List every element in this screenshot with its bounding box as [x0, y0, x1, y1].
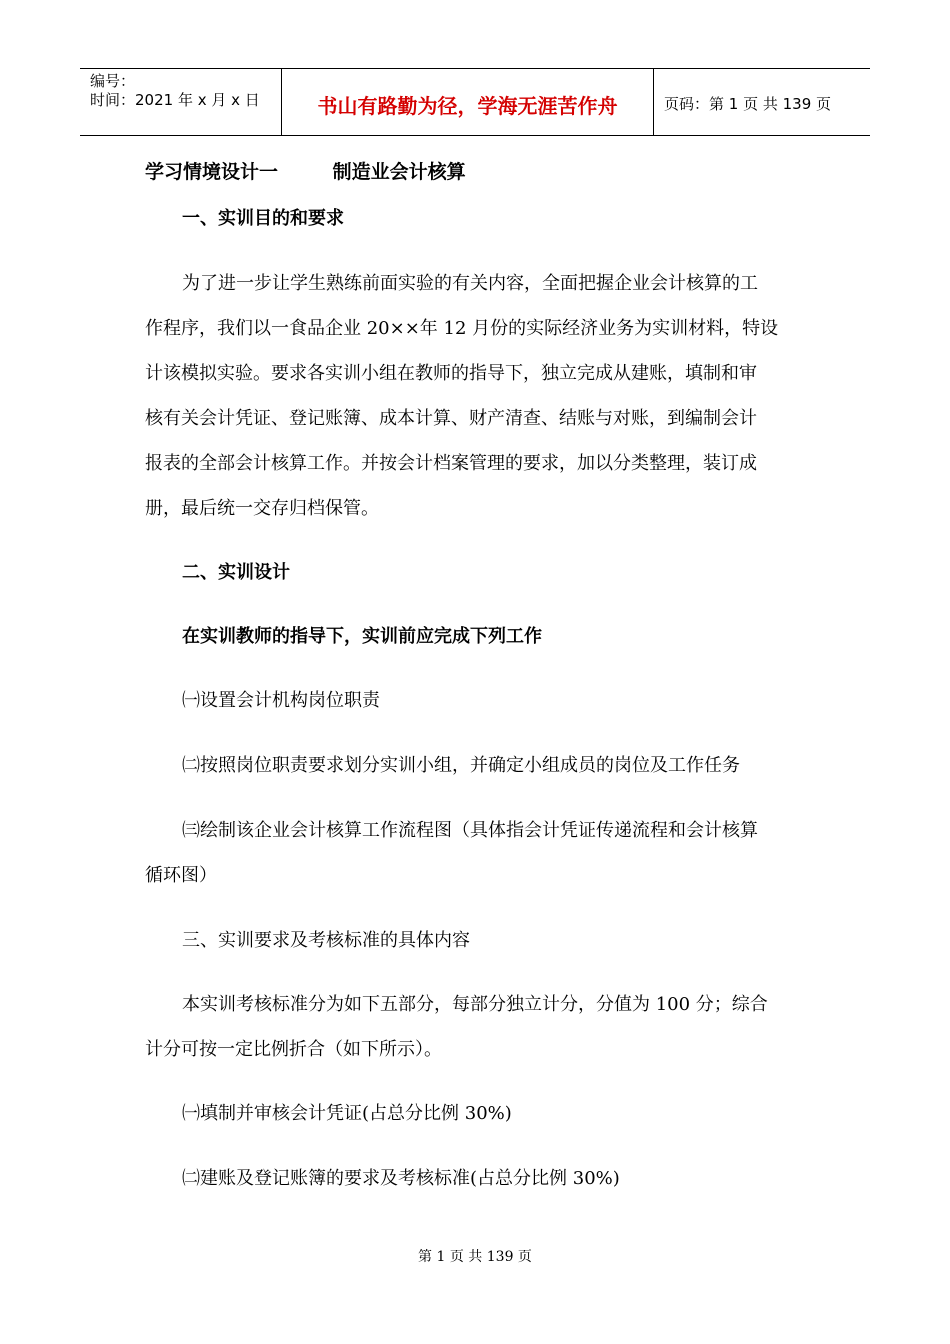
list-item: ㈠填制并审核会计凭证(占总分比例 30%) — [182, 1103, 512, 1124]
section2-subheading: 在实训教师的指导下，实训前应完成下列工作 — [182, 626, 542, 647]
section1-heading: 一、实训目的和要求 — [182, 208, 344, 229]
list-item: ㈢绘制该企业会计核算工作流程图（具体指会计凭证传递流程和会计核算 — [182, 820, 758, 841]
paragraph-line: 册，最后统一交存归档保管。 — [145, 498, 379, 519]
serial-label: 编号： — [90, 72, 136, 90]
paragraph-line: 作程序，我们以一食品企业 20××年 12 月份的实际经济业务为实训材料，特设 — [145, 318, 779, 339]
paragraph-line: 本实训考核标准分为如下五部分，每部分独立计分，分值为 100 分；综合 — [182, 994, 768, 1015]
header-motto: 书山有路勤为径，学海无涯苦作舟 — [282, 69, 654, 135]
section3-heading: 三、实训要求及考核标准的具体内容 — [182, 930, 470, 951]
page-footer: 第 1 页 共 139 页 — [418, 1249, 532, 1265]
page-header — [80, 68, 870, 136]
list-item: ㈠设置会计机构岗位职责 — [182, 690, 380, 711]
paragraph-line: 计该模拟实验。要求各实训小组在教师的指导下，独立完成从建账，填制和审 — [145, 363, 757, 384]
paragraph-line: 核有关会计凭证、登记账簿、成本计算、财产清查、结账与对账，到编制会计 — [145, 408, 757, 429]
title-part-2: 制造业会计核算 — [332, 161, 466, 183]
paragraph-line: 为了进一步让学生熟练前面实验的有关内容，全面把握企业会计核算的工 — [182, 273, 758, 294]
document-title — [145, 160, 815, 184]
date-label: 时间：2021 年 x 月 x 日 — [90, 91, 260, 109]
paragraph-line: 计分可按一定比例折合（如下所示）。 — [145, 1039, 442, 1060]
section2-heading: 二、实训设计 — [182, 562, 290, 583]
header-page-info: 页码：第 1 页 共 139 页 — [664, 94, 832, 113]
list-item: ㈡按照岗位职责要求划分实训小组，并确定小组成员的岗位及工作任务 — [182, 755, 740, 776]
list-item-continuation: 循环图） — [145, 865, 217, 886]
list-item: ㈡建账及登记账簿的要求及考核标准(占总分比例 30%) — [182, 1168, 620, 1189]
header-meta-cell — [80, 69, 282, 135]
title-part-1: 学习情境设计一 — [145, 161, 279, 183]
paragraph-line: 报表的全部会计核算工作。并按会计档案管理的要求，加以分类整理，装订成 — [145, 453, 757, 474]
